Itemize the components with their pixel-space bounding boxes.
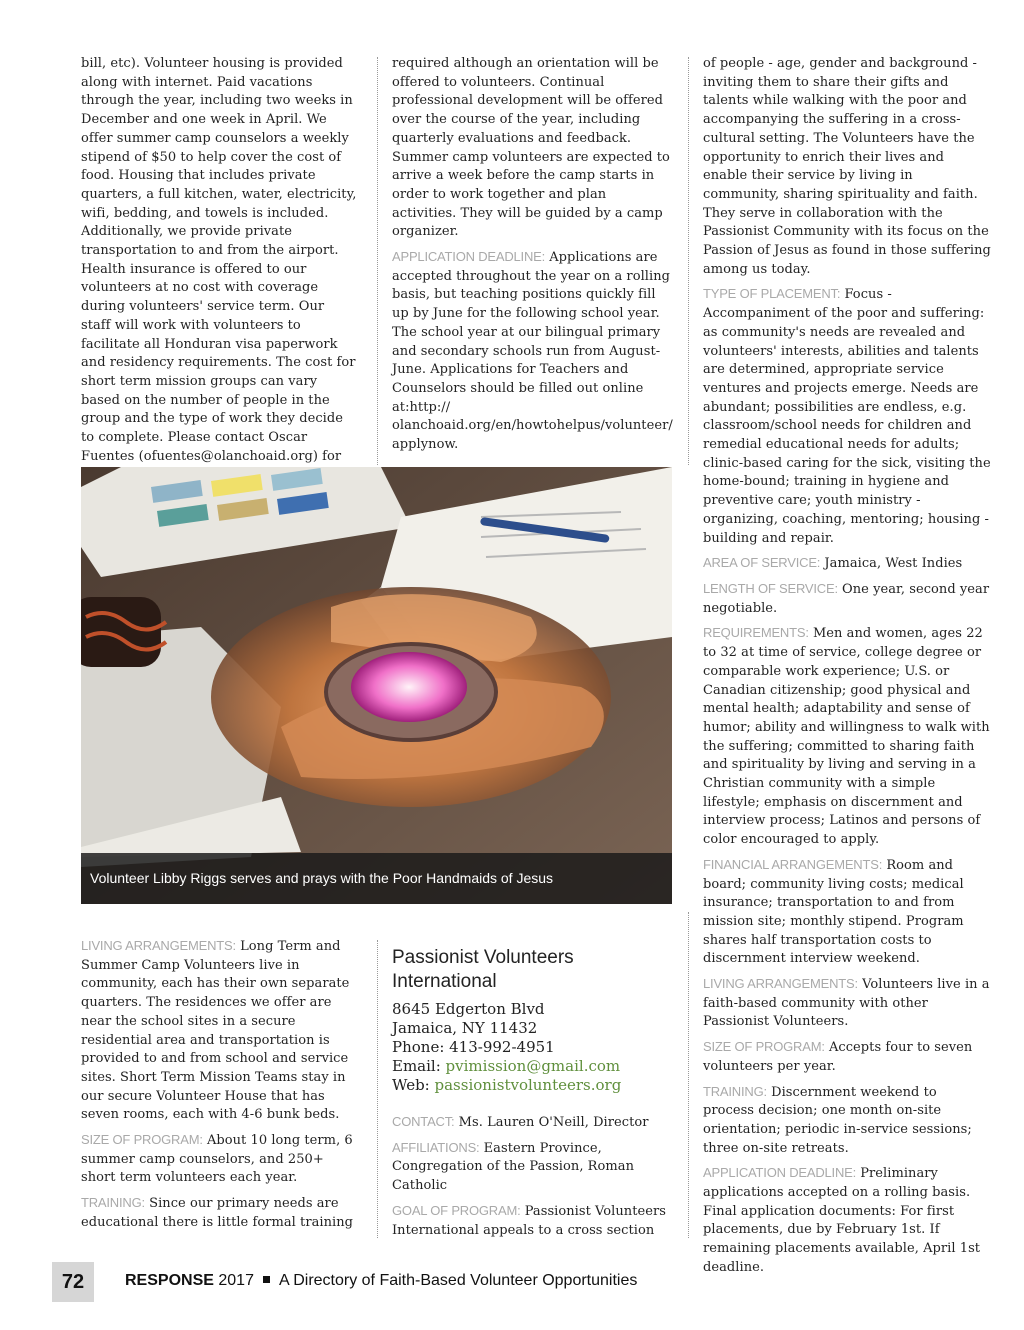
section-text: Accepts four to seven volunteers per year. bbox=[703, 1040, 973, 1074]
section-text: About 10 long term, 6 summer camp counselors, and 250+ short term volunteers each year. bbox=[81, 1133, 353, 1186]
column-3 bbox=[703, 55, 991, 1284]
address-line-1: 8645 Edgerton Blvd bbox=[392, 1000, 545, 1018]
web-line bbox=[392, 1076, 682, 1095]
section-requirements bbox=[703, 624, 991, 849]
section-label: APPLICATION DEADLINE: bbox=[703, 1165, 857, 1181]
organization-header bbox=[392, 946, 682, 1095]
column-divider bbox=[377, 940, 378, 1238]
column-2-top bbox=[392, 55, 672, 461]
section-label: LENGTH OF SERVICE: bbox=[703, 580, 838, 596]
email-label: Email: bbox=[392, 1057, 441, 1075]
section-training bbox=[703, 1083, 991, 1159]
section-size-of-program bbox=[703, 1038, 991, 1076]
web-link[interactable]: passionistvolunteers.org bbox=[434, 1076, 622, 1094]
section-goal-of-program bbox=[392, 1202, 677, 1240]
column-divider bbox=[377, 57, 378, 465]
column-3-sections bbox=[703, 285, 991, 1277]
section-affiliations bbox=[392, 1139, 677, 1196]
section-label: TYPE OF PLACEMENT: bbox=[703, 286, 841, 302]
column-1-top bbox=[81, 55, 357, 491]
section-label: CONTACT: bbox=[392, 1114, 455, 1129]
organization-name: Passionist Volunteers International bbox=[392, 947, 574, 992]
section-living-arrangements bbox=[81, 937, 357, 1125]
section-text: Volunteers live in a faith-based community with other Passionist Volunteers. bbox=[703, 977, 990, 1030]
section-label: AREA OF SERVICE: bbox=[703, 555, 821, 571]
email-line bbox=[392, 1057, 682, 1076]
section-text: Passionist Volunteers International appeals to a cross section bbox=[392, 1203, 666, 1238]
training-continued-paragraph: required although an orientation will be offered to volunteers. Continual professional development will be offered over the course of the year, including quarterly evaluations and feedback. Summer camp volunteers are expected to arrive a week before the camp starts in order to work together and plan activities. They will be guided by a camp organizer. bbox=[392, 56, 670, 240]
column-divider bbox=[688, 57, 689, 465]
candle-photo-illustration bbox=[81, 467, 672, 904]
section-length-of-service bbox=[703, 580, 991, 618]
footer-title bbox=[125, 1272, 637, 1290]
square-bullet-icon bbox=[263, 1276, 270, 1283]
footer-year: 2017 bbox=[218, 1272, 254, 1289]
section-label: LIVING ARRANGEMENTS: bbox=[703, 976, 858, 992]
section-text: One year, second year negotiable. bbox=[703, 581, 990, 616]
address-line-2: Jamaica, NY 11432 bbox=[392, 1019, 538, 1037]
section-application-deadline bbox=[703, 1164, 991, 1277]
section-label: REQUIREMENTS: bbox=[703, 625, 809, 641]
volunteer-photo bbox=[81, 467, 672, 904]
section-area-of-service bbox=[703, 554, 991, 574]
section-text: Discernment weekend to process decision; one month on-site orientation; periodic in-service sessions; three on-site retreats. bbox=[703, 1084, 972, 1156]
section-label: SIZE OF PROGRAM: bbox=[81, 1132, 203, 1148]
section-text: Preliminary applications accepted on a rolling basis. Final application documents: For first placements, due by February 1st. If remaining placements available, April 1st deadline. bbox=[703, 1166, 981, 1275]
section-label: APPLICATION DEADLINE: bbox=[392, 249, 546, 265]
section-label: GOAL OF PROGRAM: bbox=[392, 1202, 521, 1218]
footer-subtitle: A Directory of Faith-Based Volunteer Opportunities bbox=[278, 1272, 638, 1289]
section-text: Focus - Accompaniment of the poor and suffering: as community's needs are revealed and volunteers' interests, abilities and talents are determined, appropriate service ventures and projects emerge. Needs are abundant; possibilities are endless, e.g. classroom/school needs for children and remedial educational needs for adults; clinic-based caring for the sick, visiting the home-bound; training in hygiene and preventive care; youth ministry - organizing, coaching, mentoring; housing - building and repair. bbox=[703, 287, 991, 546]
section-text: Since our primary needs are educational there is little formal training bbox=[81, 1196, 354, 1230]
section-text: Long Term and Summer Camp Volunteers live in community, each has their own separate quarters. The residences we offer are near the school sites in a secure residential area and transportation is provided to and from school and service sites. Short Term Mission Teams stay in our secure Volunteer House that has seven rooms, each with 4-6 bunk beds. bbox=[81, 939, 350, 1123]
section-text: Eastern Province, Congregation of the Passion, Roman Catholic bbox=[392, 1140, 634, 1194]
page-footer bbox=[52, 1262, 972, 1302]
section-living-arrangements bbox=[703, 975, 991, 1032]
section-size-of-program bbox=[81, 1131, 357, 1188]
section-text: Men and women, ages 22 to 32 at time of service, college degree or comparable work experience; U.S. or Canadian citizenship; good physical and mental health; adaptability and sense of humor; ability and willingness to walk with the suffering; committed to sharing faith and spirituality by living and serving in a Christian community with a simple lifestyle; emphasis on discernment and interview process; Latinos and persons of color encouraged to apply. bbox=[703, 626, 990, 848]
section-label: TRAINING: bbox=[81, 1195, 145, 1211]
email-link[interactable]: pvimission@gmail.com bbox=[445, 1057, 621, 1075]
column-1-bottom bbox=[81, 937, 357, 1239]
section-label: AFFILIATIONS: bbox=[392, 1139, 480, 1155]
section-training bbox=[81, 1194, 357, 1232]
web-label: Web: bbox=[392, 1076, 430, 1094]
section-financial-arrangements bbox=[703, 856, 991, 969]
section-text: Room and board; community living costs; medical insurance; transportation to and from mission site; monthly stipend. Program shares half transportation costs to discernment interview weekend. bbox=[703, 857, 964, 967]
column-2-bottom bbox=[392, 1113, 677, 1246]
section-label: SIZE OF PROGRAM: bbox=[703, 1039, 825, 1055]
photo-caption: Volunteer Libby Riggs serves and prays with the Poor Handmaids of Jesus bbox=[81, 853, 672, 904]
section-label: LIVING ARRANGEMENTS: bbox=[81, 938, 236, 953]
section-text: Applications are accepted throughout the year on a rolling basis, but teaching positions quickly fill up by June for the following school year. The school year at our bilingual primary and secondary schools run from August-June. Applications for Teachers and Counselors should be filled out online at:http:// olanchoaid.org/en/howtohelpus/volunteer/ applynow. bbox=[392, 250, 673, 453]
section-label: FINANCIAL ARRANGEMENTS: bbox=[703, 856, 883, 872]
goal-continued-paragraph: of people - age, gender and background - inviting them to share their gifts and talents while walking with the poor and accompanying the suffering in a cross-cultural setting. The Volunteers have the opportunity to enrich their lives and enable their service by living in community, sharing spirituality and faith. They serve in collaboration with the Passionist Community with its focus on the Passion of Jesus as found in those suffering among us today. bbox=[703, 56, 991, 277]
column-divider bbox=[688, 912, 689, 1238]
housing-paragraph: bill, etc). Volunteer housing is provided along with internet. Paid vacations through the year, including two weeks in December and one week in April. We offer summer camp counselors a weekly stipend of $50 to help cover the cost of food. Housing that includes private quarters, a full kitchen, water, electricity, wifi, bedding, and towels is included. Additionally, we provide private transportation to and from the airport. Health insurance is offered to our volunteers at no cost with coverage during volunteers' service term. Our staff will work with volunteers to facilitate all Honduran visa paperwork and residency requirements. The cost for short term mission groups can vary based on the number of people in the group and the type of work they decide to complete. Please contact Oscar Fuentes (ofuentes@olanchoaid.org) for bbox=[81, 56, 357, 464]
application-deadline-section bbox=[392, 248, 672, 455]
section-text: Jamaica, West Indies bbox=[824, 556, 963, 572]
section-label: TRAINING: bbox=[703, 1083, 767, 1099]
page-number: 72 bbox=[52, 1262, 94, 1302]
section-type-of-placement bbox=[703, 285, 991, 548]
section-text: Ms. Lauren O'Neill, Director bbox=[458, 1115, 649, 1130]
phone-line: Phone: 413-992-4951 bbox=[392, 1038, 555, 1056]
footer-brand: RESPONSE bbox=[125, 1272, 214, 1289]
section-contact bbox=[392, 1113, 677, 1133]
